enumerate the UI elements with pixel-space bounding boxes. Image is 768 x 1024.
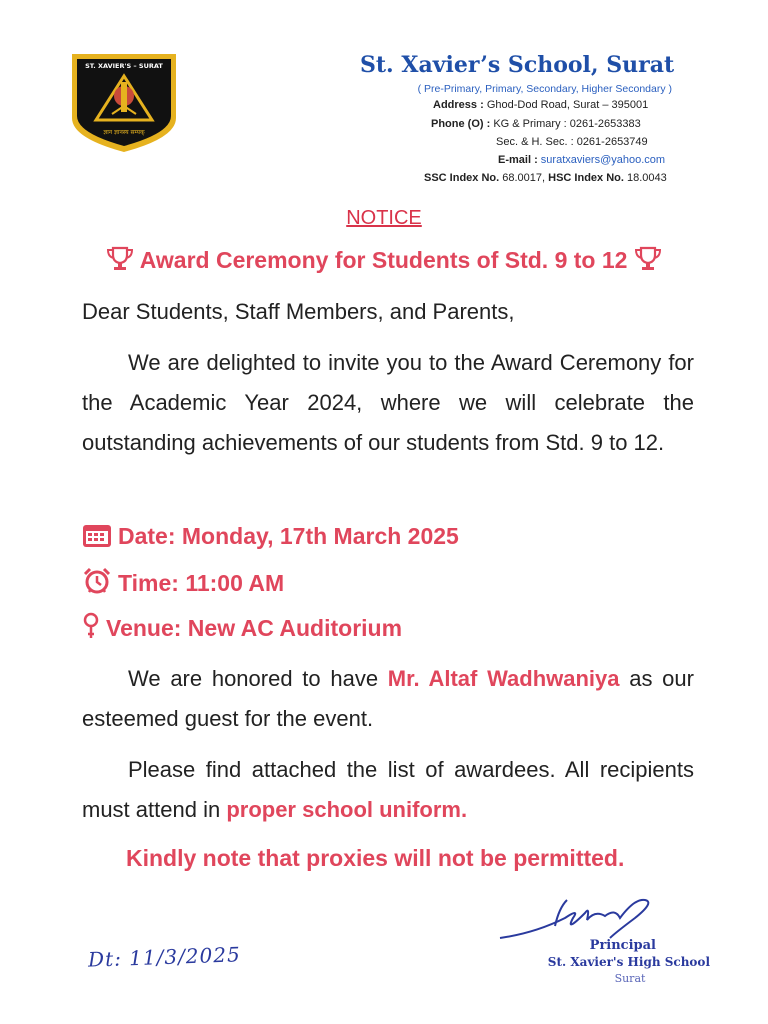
- event-venue-text: Venue: New AC Auditorium: [106, 615, 403, 641]
- phone-label: Phone (O) :: [431, 118, 491, 130]
- paragraph-invitation: We are delighted to invite you to the Award Ceremony for the Academic Year 2024, where we will celebrate the outstanding achievements of our students from Std. 9 to 12.: [82, 350, 694, 455]
- email-value[interactable]: suratxaviers@yahoo.com: [540, 154, 666, 166]
- email-label: E-mail :: [498, 154, 538, 166]
- notice-title: NOTICE: [346, 207, 422, 229]
- index-line: [424, 172, 667, 184]
- hsc-label: HSC Index No.: [548, 172, 624, 184]
- guest-suffix: as our esteemed guest for the event.: [82, 666, 694, 731]
- location-pin-icon: [82, 612, 100, 640]
- logo-motto: ज्ञान ज्ञानस्य सम्यक्: [103, 129, 145, 136]
- headline: [0, 246, 768, 274]
- guest-name: Mr. Altaf Wadhwaniya: [387, 666, 620, 691]
- proxy-note: Kindly note that proxies will not be permitted.: [126, 845, 625, 871]
- phone-sec-line: Sec. & H. Sec. : 0261-2653749: [496, 136, 648, 148]
- school-name: St. Xavier’s School, Surat: [360, 52, 675, 78]
- stamp-school-name: St. Xavier's High School: [547, 955, 710, 969]
- event-time: [82, 567, 284, 597]
- address-line: [433, 99, 648, 111]
- event-date-text: Date: Monday, 17th March 2025: [118, 523, 459, 549]
- hsc-value: 18.0043: [627, 172, 667, 184]
- email-line: [498, 154, 665, 166]
- trophy-icon: [106, 246, 134, 272]
- salutation: Dear Students, Staff Members, and Parents,: [82, 299, 515, 324]
- principal-title: Principal: [589, 938, 656, 953]
- handwritten-date: Dt: 11/3/2025: [87, 942, 242, 972]
- calendar-icon: [82, 522, 112, 548]
- phone-kg: KG & Primary : 0261-2653383: [493, 118, 641, 130]
- paragraph-awardees: [82, 750, 694, 830]
- ssc-label: SSC Index No.: [424, 172, 500, 184]
- paragraph-guest: [82, 659, 694, 739]
- address-value: Ghod-Dod Road, Surat – 395001: [486, 99, 649, 111]
- address-label: Address :: [433, 99, 484, 111]
- guest-prefix: We are honored to have: [128, 666, 379, 691]
- headline-text: Award Ceremony for Students of Std. 9 to 12: [139, 247, 628, 273]
- event-time-text: Time: 11:00 AM: [118, 570, 285, 596]
- logo-banner-text: ST. XAVIER'S – SURAT: [85, 62, 163, 70]
- uniform-highlight: proper school uniform.: [226, 797, 468, 822]
- phone-line: [431, 118, 641, 130]
- school-logo: [70, 52, 178, 154]
- alarm-clock-icon: [82, 567, 112, 595]
- stamp-city: Surat: [614, 972, 646, 982]
- event-venue: [82, 612, 402, 642]
- awardees-text: Please find attached the list of awardees. All recipients must attend in: [82, 757, 694, 822]
- ssc-value: 68.0017,: [502, 172, 546, 184]
- school-subtitle: ( Pre-Primary, Primary, Secondary, Higher Secondary ): [417, 83, 672, 95]
- event-date: [82, 522, 459, 550]
- trophy-icon: [634, 246, 662, 272]
